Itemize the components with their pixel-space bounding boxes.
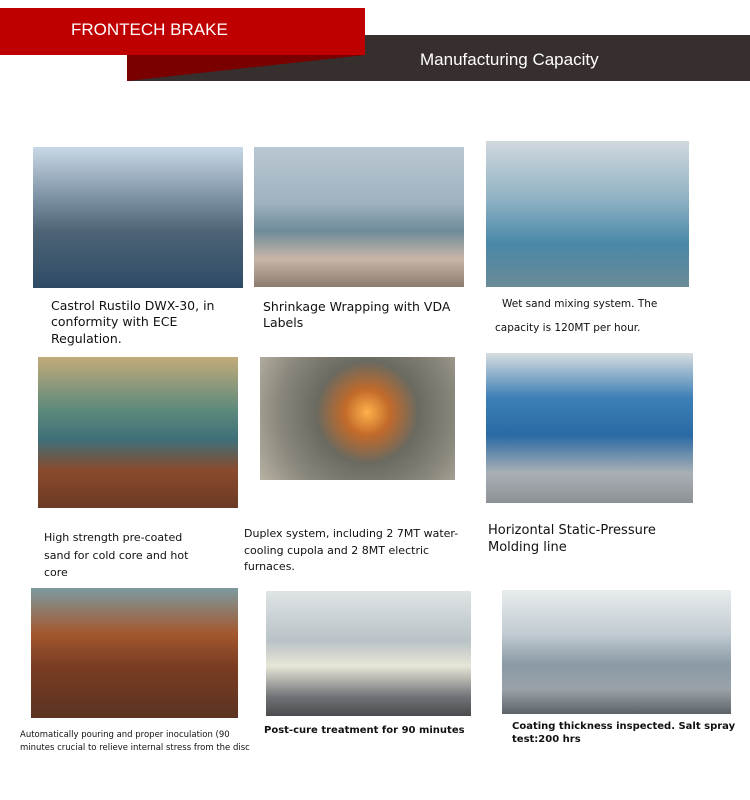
photo-molding-line xyxy=(486,353,693,503)
photo-precoated-sand xyxy=(38,357,238,508)
photo-sand-mixing xyxy=(486,141,689,287)
page-title: Manufacturing Capacity xyxy=(420,50,599,69)
banner-shadow xyxy=(127,55,365,81)
caption-9: Coating thickness inspected. Salt spray test:200 hrs xyxy=(512,721,736,745)
caption-4: High strength pre-coated sand for cold core and hot core xyxy=(44,531,189,580)
photo-coating-inspection xyxy=(502,590,731,714)
caption-3a: Wet sand mixing system. The xyxy=(502,298,658,310)
caption-6: Horizontal Static-Pressure Molding line xyxy=(488,523,656,555)
caption-3b: capacity is 120MT per hour. xyxy=(495,322,641,334)
brand-name: FRONTECH BRAKE xyxy=(71,20,228,39)
photo-pouring xyxy=(31,588,238,718)
caption-8: Post-cure treatment for 90 minutes xyxy=(264,725,465,736)
photo-coating-line xyxy=(33,147,243,288)
caption-1: Castrol Rustilo DWX-30, in conformity with ECE Regulation. xyxy=(51,298,215,346)
caption-7: Automatically pouring and proper inoculation (90 minutes crucial to relieve internal stress from the disc xyxy=(20,730,250,753)
caption-2: Shrinkage Wrapping with VDA Labels xyxy=(263,299,451,331)
photo-cupola xyxy=(260,357,455,480)
photo-post-cure xyxy=(266,591,471,716)
brand-banner xyxy=(0,8,365,55)
caption-5: Duplex system, including 2 7MT water-cooling cupola and 2 8MT electric furnaces. xyxy=(244,527,459,573)
photo-wrapping xyxy=(254,147,464,287)
